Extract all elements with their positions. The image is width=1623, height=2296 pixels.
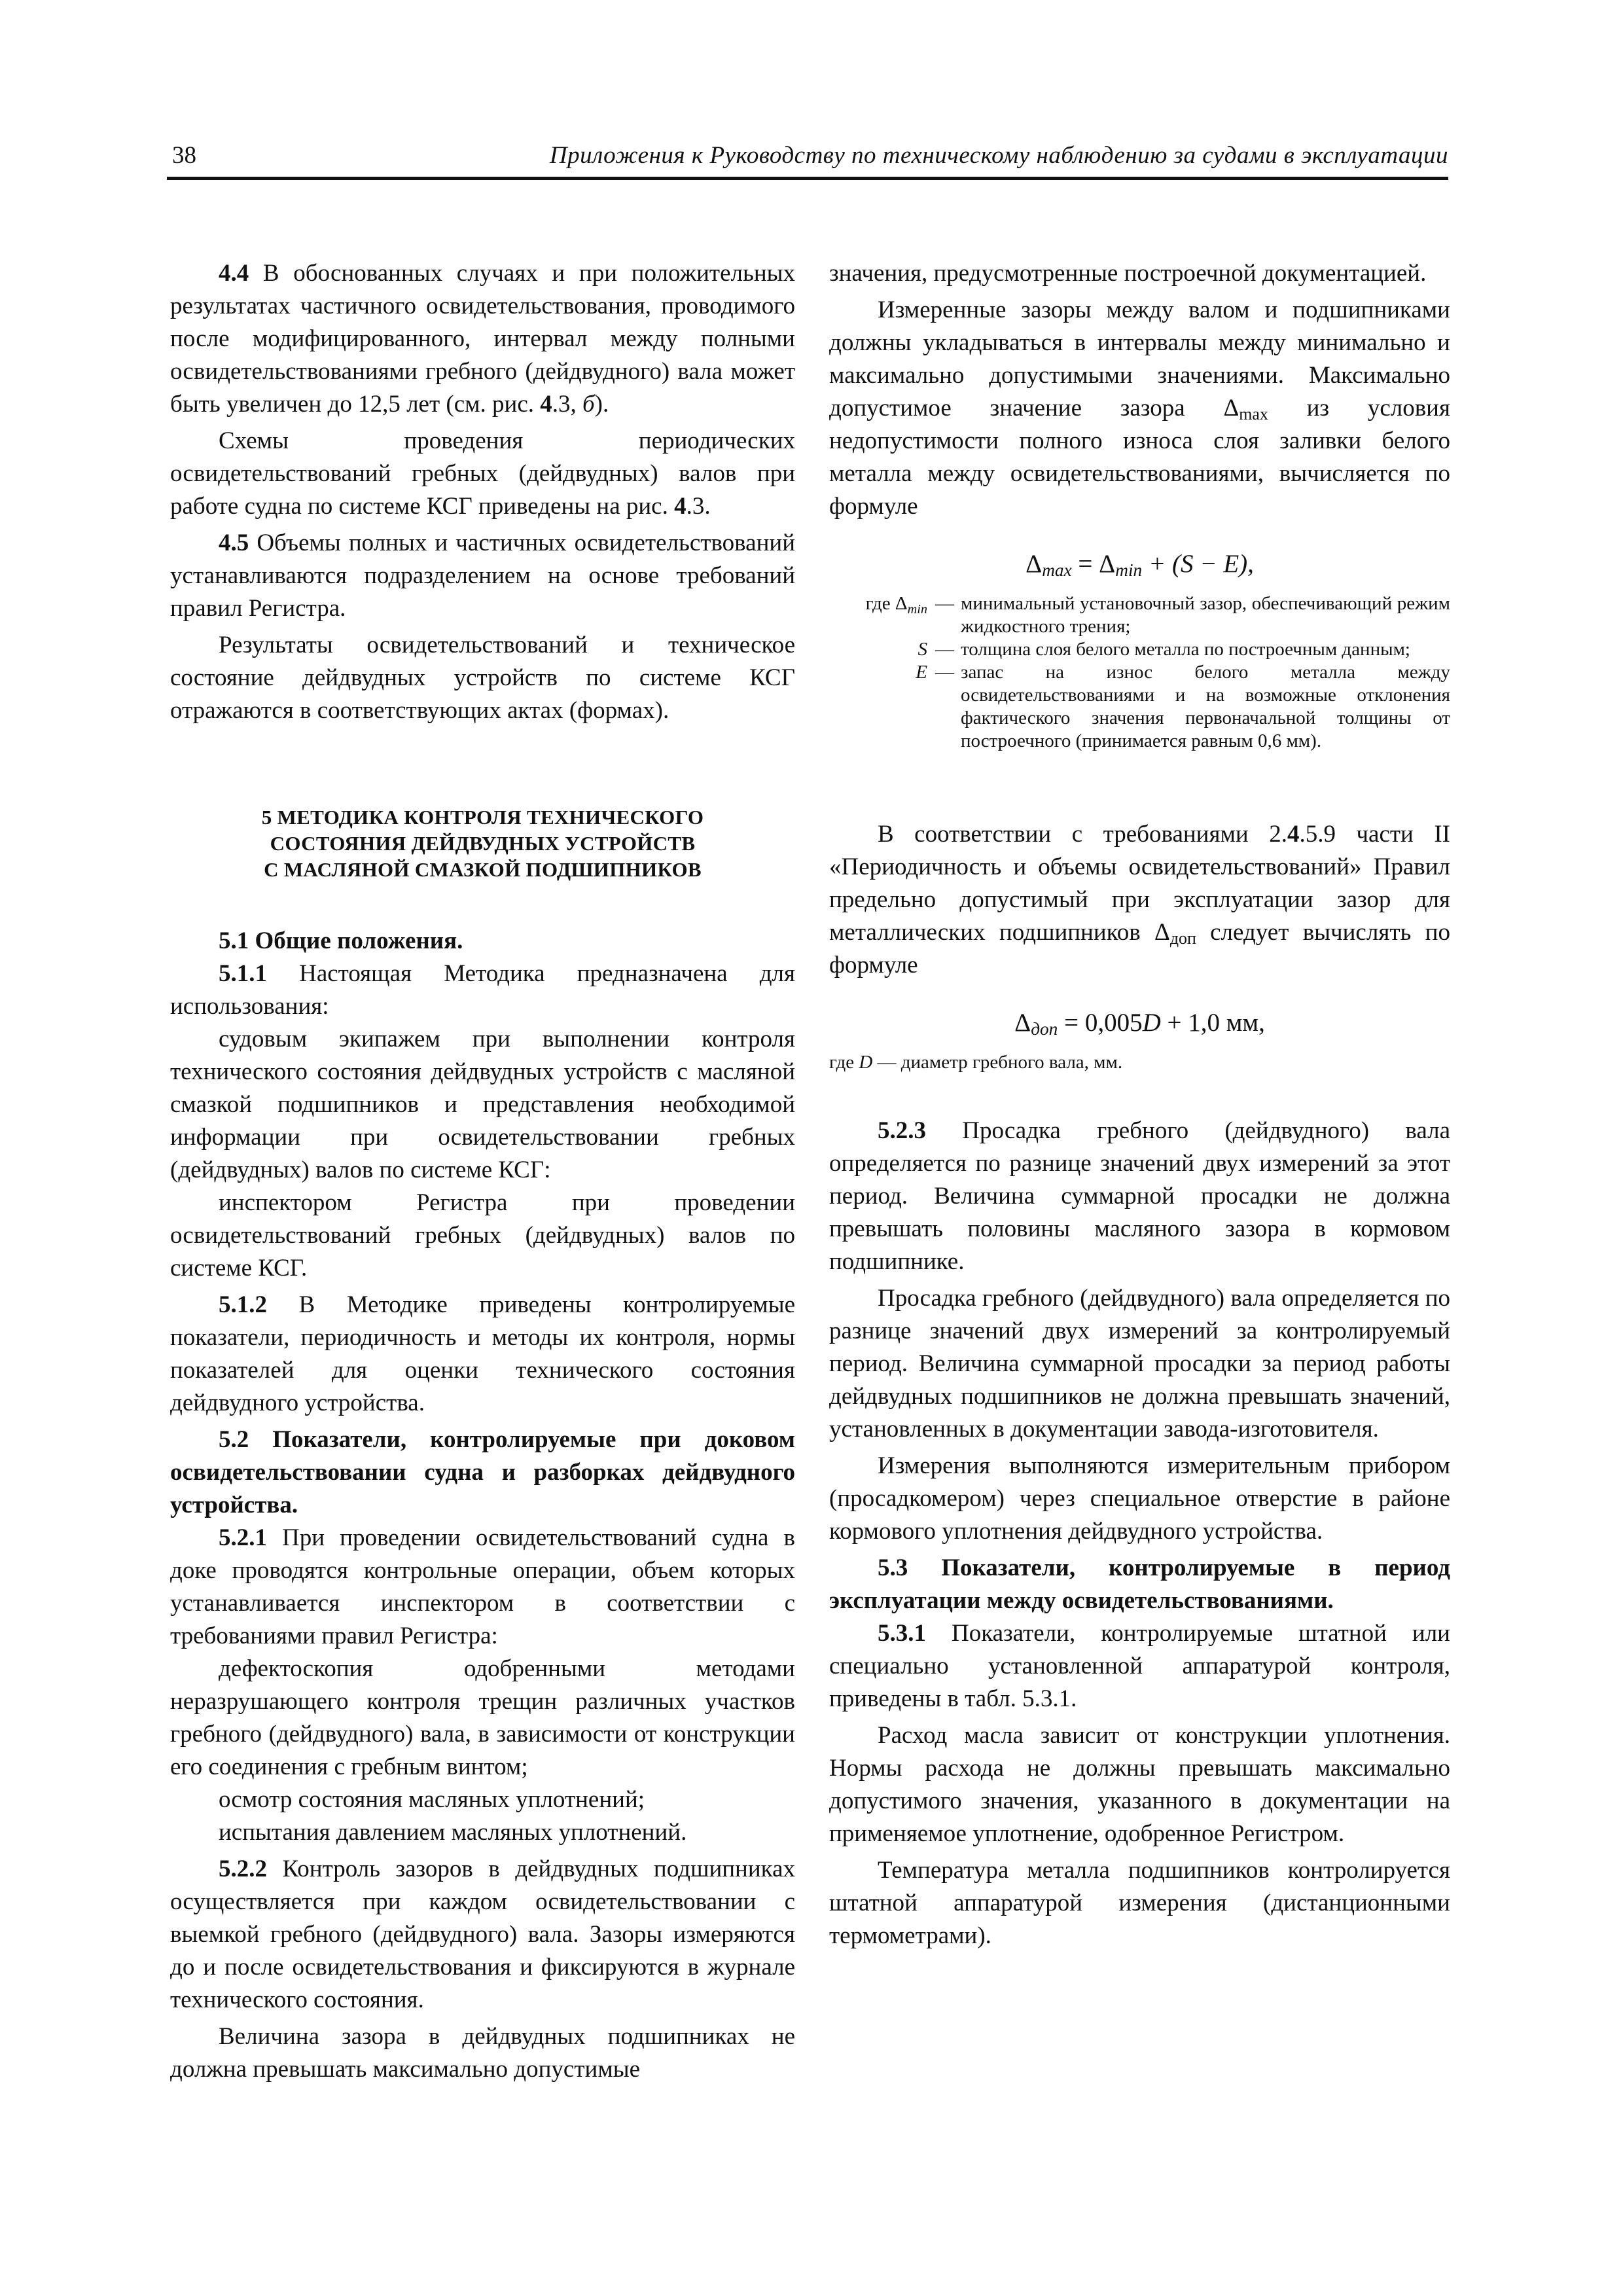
legend-row: где $\Delta_{min}$ — минимальный установочный зазор, обеспечивающий режим жидкостного трения; (865, 593, 1450, 637)
clause-number: 4.5 (219, 529, 249, 556)
running-title: Приложения к Руководству по техническому наблюдению за судами в эксплуатации (549, 142, 1448, 169)
paragraph-sag: Просадка гребного (дейдвудного) вала определяется по разнице значений двух измерений за контролируемый период. Величина суммарной просадки за период работы дейдвудных подшипников не должна превышать значений, установленных в документации завода-изготовителя. (829, 1285, 1450, 1443)
paragraph-measurement: Измерения выполняются измерительным прибором (просадкомером) через специальное отверстие в районе кормового уплотнения дейдвудного устройства. (829, 1452, 1450, 1545)
paragraph-gap-value: Величина зазора в дейдвудных подшипниках не должна превышать максимально допустимые (170, 2023, 795, 2083)
list-item: инспектором Регистра при проведении освидетельствований гребных (дейдвудных) валов по системе КСГ. (170, 1189, 795, 1282)
paragraph-5-1-1: 5.1.1 Настоящая Методика предназначена для использования: (170, 960, 795, 1020)
paragraph-5-2-1: 5.2.1 При проведении освидетельствований судна в доке проводятся контрольные операции, объем которых устанавливается инспектором в соответствии с требованиями правил Регистра: (170, 1524, 795, 1649)
list-item: испытания давлением масляных уплотнений. (219, 1819, 687, 1846)
paragraph-temperature: Температура металла подшипников контролируется штатной аппаратурой измерения (дистанционными термометрами). (829, 1857, 1450, 1949)
formula-legend (829, 1051, 1450, 1074)
right-column (829, 257, 1450, 1952)
page-header (167, 136, 1448, 177)
list-item: осмотр состояния масляных уплотнений; (219, 1786, 645, 1813)
clause-number: 4.4 (219, 260, 249, 287)
page-number: 38 (172, 142, 196, 169)
legend-row: S — толщина слоя белого металла по построечным данным; (918, 639, 1410, 660)
paragraph-results: Результаты освидетельствований и техническое состояние дейдвудных устройств по системе КСГ отражаются в соответствующих актах (формах). (170, 632, 795, 724)
subsection-5-2-title: 5.2 Показатели, контролируемые при доковом освидетельствовании судна и разборках дейдвудного устройства. (170, 1426, 795, 1518)
legend-row: E — запас на износ белого металла между освидетельствованиями и на возможные отклонения фактического значения первоначальной толщины от построечного (принимается равным 0,6 мм). (916, 662, 1450, 751)
paragraph-5-2-2: 5.2.2 Контроль зазоров в дейдвудных подшипниках осуществляется при каждом освидетельствовании с выемкой гребного (дейдвудного) вала. Зазоры измеряются до и после освидетельствования и фиксируются в журнале технического состояния. (170, 1856, 795, 2013)
subsection-5-1-title: 5.1 Общие положения. (219, 927, 463, 954)
paragraph-measured-gaps: Измеренные зазоры между валом и подшипниками должны укладываться в интервалы между минимально и максимально допустимыми значениями. Максимально допустимое значение зазора $\Delta_{max}$ из условия недопустимости полного износа слоя заливки белого металла между освидетельствованиями, вычисляется по формуле (829, 296, 1451, 520)
formula-legend (829, 592, 1450, 753)
paragraph-5-1-2: 5.1.2 В Методике приведены контролируемые показатели, периодичность и методы их контроля, нормы показателей для оценки технического состояния дейдвудного устройства. (170, 1291, 795, 1416)
formula-delta-dop: $\Delta_{доп} = 0,005D + 1,0$ мм, (1014, 1009, 1265, 1039)
formula-delta-max: $\Delta_{max} = \Delta_{min} + (S - E)$, (1026, 550, 1254, 580)
subsection-5-3-title: 5.3 Показатели, контролируемые в период эксплуатации между освидетельствованиями. (829, 1554, 1450, 1614)
paragraph-accordance: В соответствии с требованиями 2.4.5.9 части II «Периодичность и объемы освидетельствований» Правил предельно допустимый при эксплуатации зазор для металлических подшипников $\Delta_{доп}$ следует вычислять по формуле (829, 821, 1450, 978)
header-rule (167, 177, 1448, 180)
legend-row: где D — диаметр гребного вала, мм. (829, 1052, 1123, 1073)
paragraph-continuation: значения, предусмотренные построечной документацией. (829, 260, 1427, 287)
paragraph-5-3-1: 5.3.1 Показатели, контролируемые штатной или специально установленной аппаратурой контроля, приведены в табл. 5.3.1. (829, 1620, 1450, 1712)
paragraph-5-2-3: 5.2.3 Просадка гребного (дейдвудного) вала определяется по разнице значений двух измерений за этот период. Величина суммарной просадки не должна превышать половины масляного зазора в кормовом подшипнике. (829, 1117, 1450, 1275)
paragraph-4-4: 4.4 В обоснованных случаях и при положительных результатах частичного освидетельствования, проводимого после модифицированного, интервал между полными освидетельствованиями гребного (дейдвудного) вала может быть увеличен до 12,5 лет (см. рис. 4.3, б). (170, 260, 795, 418)
section-5-heading: 5 МЕТОДИКА КОНТРОЛЯ ТЕХНИЧЕСКОГО СОСТОЯНИЯ ДЕЙДВУДНЫХ УСТРОЙСТВ С МАСЛЯНОЙ СМАЗКОЙ ПОДШИПНИКОВ (261, 806, 704, 881)
paragraph-schemes: Схемы проведения периодических освидетельствований гребных (дейдвудных) валов при работе судна по системе КСГ приведены на рис. 4.3. (170, 427, 795, 520)
list-item: дефектоскопия одобренными методами неразрушающего контроля трещин различных участков гребного (дейдвудного) вала, в зависимости от конструкции его соединения с гребным винтом; (170, 1655, 795, 1780)
list-item: судовым экипажем при выполнении контроля технического состояния дейдвудных устройств с масляной смазкой подшипников и представления необходимой информации при освидетельствовании гребных (дейдвудных) валов по системе КСГ: (170, 1026, 795, 1183)
paragraph-4-5: 4.5 Объемы полных и частичных освидетельствований устанавливаются подразделением на основе требований правил Регистра. (170, 529, 795, 622)
paragraph-oil-consumption: Расход масла зависит от конструкции уплотнения. Нормы расхода не должны превышать максимально допустимого значения, указанного в документации на применяемое уплотнение, одобренное Регистром. (829, 1722, 1450, 1847)
left-column (170, 257, 795, 2086)
